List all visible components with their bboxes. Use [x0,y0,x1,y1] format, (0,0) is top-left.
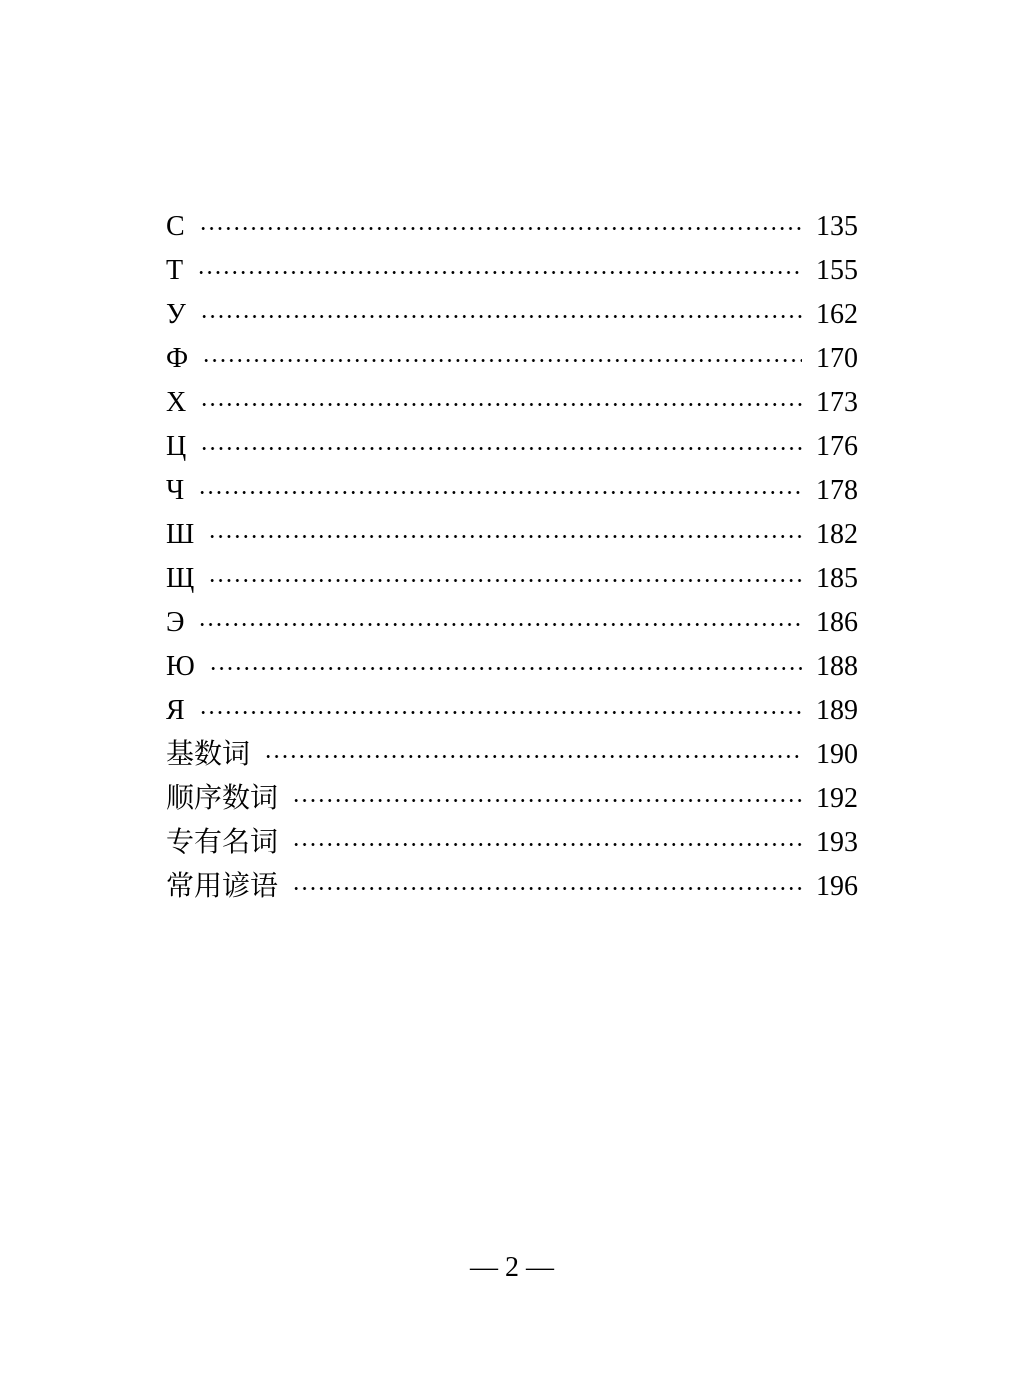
toc-entry-page: 135 [816,211,858,242]
toc-entry[interactable] [166,865,858,909]
toc-entry[interactable] [166,205,858,249]
toc-entry-label: Т [166,255,184,286]
dot-leader [198,491,802,494]
toc-entry-page: 186 [816,607,858,638]
toc-entry-label: 专有名词 [166,827,279,858]
toc-entry-label: 常用谚语 [166,871,279,902]
toc-entry-label: С [166,211,185,242]
toc-entry-page: 170 [816,343,858,374]
dot-leader [197,271,802,274]
toc-entry-page: 176 [816,431,858,462]
toc-entry[interactable] [166,821,858,865]
toc-entry-page: 185 [816,563,858,594]
toc-entry-page: 182 [816,519,858,550]
toc-entry-label: 基数词 [166,739,251,770]
dot-leader [200,315,802,318]
toc-entry[interactable] [166,249,858,293]
toc-entry[interactable] [166,645,858,689]
toc-entry-page: 178 [816,475,858,506]
toc-entry-label: Щ [166,563,195,594]
toc-entry-page: 196 [816,871,858,902]
toc-entry-label: 顺序数词 [166,783,279,814]
toc-entry[interactable] [166,777,858,821]
toc-entry-label: Ю [166,651,195,682]
dot-leader [199,711,802,714]
toc-entry-page: 173 [816,387,858,418]
toc-entry[interactable] [166,425,858,469]
toc-entry-label: Ц [166,431,187,462]
toc-entry-page: 192 [816,783,858,814]
toc-entry[interactable] [166,733,858,777]
toc-entry[interactable] [166,293,858,337]
toc-entry[interactable] [166,469,858,513]
page-number: — 2 — [470,1252,554,1283]
dot-leader [208,535,802,538]
toc-entry-page: 188 [816,651,858,682]
dot-leader [200,403,802,406]
toc-entry-label: Ш [166,519,195,550]
toc-entry[interactable] [166,689,858,733]
toc-entry[interactable] [166,557,858,601]
dot-leader [200,447,802,450]
dot-leader [198,623,802,626]
toc-entry[interactable] [166,381,858,425]
toc-entry-label: Я [166,695,185,726]
toc-entry-page: 190 [816,739,858,770]
dot-leader [264,755,802,758]
dot-leader [209,667,802,670]
toc-entry-page: 155 [816,255,858,286]
dot-leader [199,227,802,230]
dot-leader [208,579,802,582]
toc-entry-page: 193 [816,827,858,858]
toc-entry[interactable] [166,601,858,645]
toc-entry-label: Ч [166,475,185,506]
toc-entry[interactable] [166,513,858,557]
dot-leader [202,359,802,362]
toc-entry-page: 162 [816,299,858,330]
toc-entry-page: 189 [816,695,858,726]
toc-entry[interactable] [166,337,858,381]
toc-entry-label: Ф [166,343,189,374]
dot-leader [292,887,802,890]
toc-entry-label: У [166,299,186,330]
dot-leader [292,799,802,802]
toc-entry-label: Э [166,607,185,638]
table-of-contents [166,205,858,909]
dot-leader [292,843,802,846]
toc-entry-label: Х [166,387,187,418]
